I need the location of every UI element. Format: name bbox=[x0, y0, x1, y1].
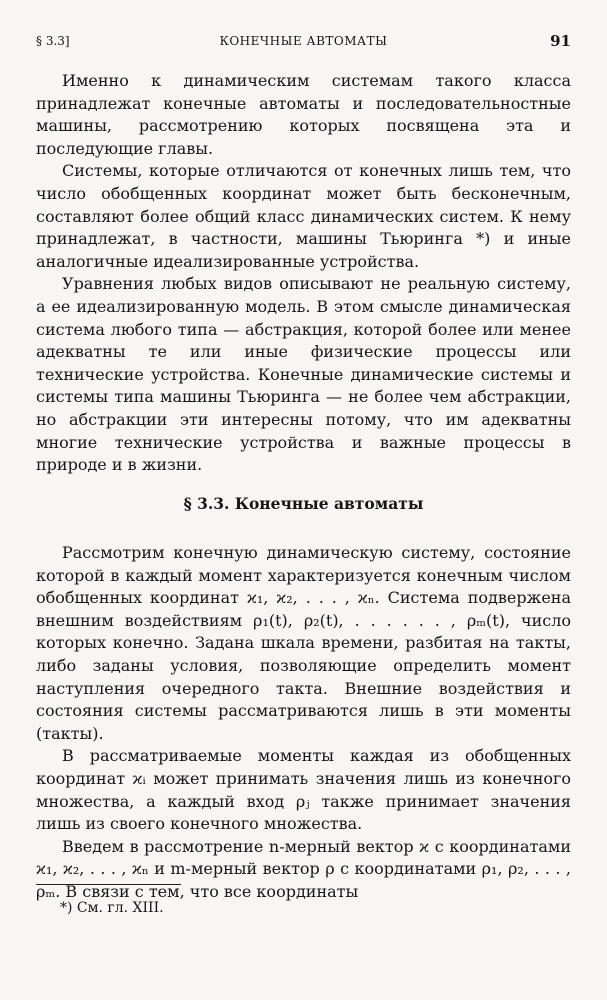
running-head bbox=[36, 32, 571, 54]
section-reference: § 3.3] bbox=[36, 34, 70, 48]
footnote: *) См. гл. XIII. bbox=[60, 900, 164, 916]
intro-text bbox=[36, 70, 571, 477]
page-number: 91 bbox=[550, 32, 571, 50]
paragraph: Введем в рассмотрение n-мерный вектор ϰ с координатами ϰ₁, ϰ₂, . . . , ϰₙ и m-мерный вектор ρ с координатами ρ₁, ρ₂, . . . , ρₘ. В связи с тем, что все координаты bbox=[36, 836, 571, 901]
running-title: КОНЕЧНЫЕ АВТОМАТЫ bbox=[219, 34, 388, 48]
paragraph: Именно к динамическим системам такого класса принадлежат конечные автоматы и последовательностные машины, рассмотрению которых посвящена эта и последующие главы. bbox=[36, 71, 571, 158]
paragraph: Уравнения любых видов описывают не реальную систему, а ее идеализированную модель. В этом смысле динамическая система любого типа — абстракция, которой более или менее адекватны те или иные физические процессы или технические устройства. Конечные динамические системы и системы типа машины Тьюринга — не более чем абстракции, но абстракции эти интересны потому, что им адекватны многие технические устройства и важные процессы в природе и в жизни. bbox=[36, 274, 571, 475]
section-heading: § 3.3. Конечные автоматы bbox=[183, 494, 424, 513]
section-text bbox=[36, 542, 571, 904]
paragraph: Рассмотрим конечную динамическую систему, состояние которой в каждый момент характеризуется конечным числом обобщенных координат ϰ₁, ϰ₂, . . . , ϰₙ. Система подвержена внешним воздействиям ρ₁(t), ρ₂(t), . . . . . . , ρₘ(t), число которых конечно. Задана шкала времени, разбитая на такты, либо заданы условия, позволяющие определить момент наступления очередного такта. Внешние воздействия и состояния системы рассматриваются лишь в эти моменты (такты). bbox=[36, 543, 571, 743]
paragraph: В рассматриваемые моменты каждая из обобщенных координат ϰᵢ может принимать значения лишь из конечного множества, а каждый вход ρⱼ также принимает значения лишь из своего конечного множества. bbox=[36, 746, 571, 834]
footnote-divider bbox=[36, 884, 181, 885]
paragraph: Системы, которые отличаются от конечных лишь тем, что число обобщенных координат может быть бесконечным, составляют более общий класс динамических систем. К нему принадлежат, в частности, машины Тьюринга *) и иные аналогичные идеализированные устройства. bbox=[36, 161, 571, 271]
